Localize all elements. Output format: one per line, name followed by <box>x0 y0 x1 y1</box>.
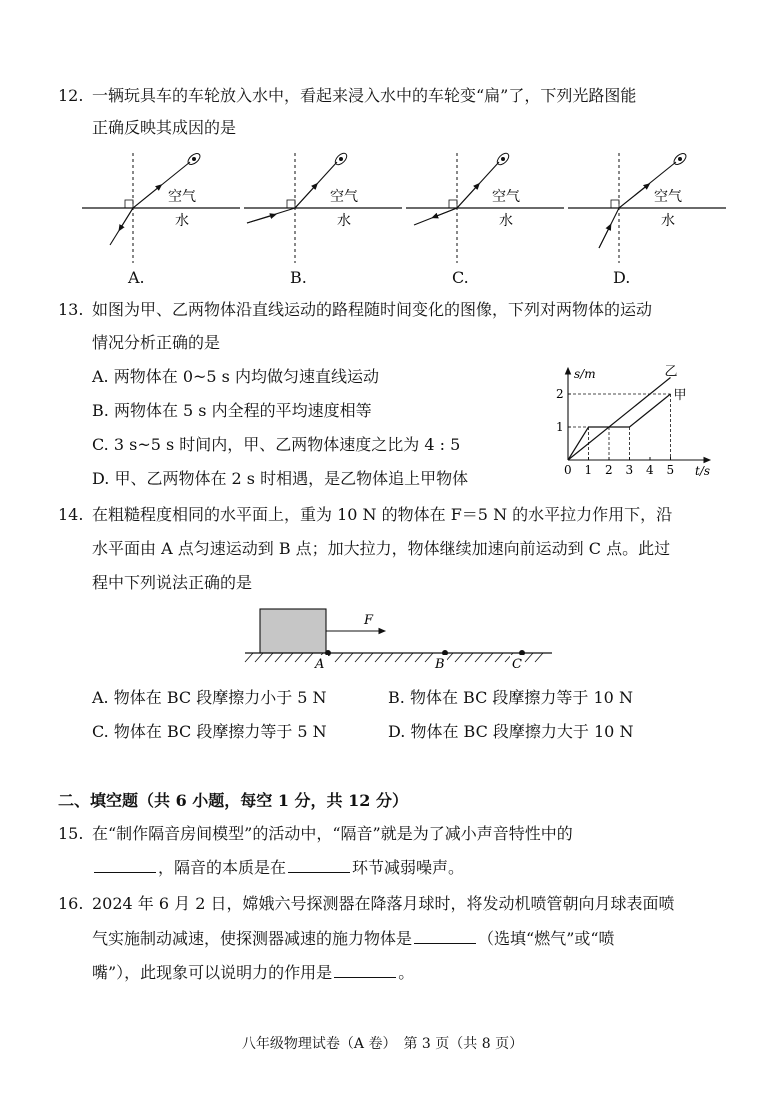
label-c: C <box>512 657 522 672</box>
q14-stem-line1: 在粗糙程度相同的水平面上，重为 10 N 的物体在 F＝5 N 的水平拉力作用下，沿 <box>92 505 673 524</box>
q13-option-d: D. 甲、乙两物体在 2 s 时相遇，是乙物体追上甲物体 <box>92 469 469 488</box>
q15-blank-2[interactable] <box>288 858 350 873</box>
q13-number: 13. <box>58 300 84 319</box>
q12-option-b: B. <box>290 268 307 287</box>
label-air: 空气 <box>492 189 520 205</box>
q14-diagram <box>240 605 560 675</box>
x-tick-label: 2 <box>605 463 613 477</box>
y-tick-label: 2 <box>556 387 564 401</box>
q14-number: 14. <box>58 505 84 524</box>
diagram-a <box>82 151 240 263</box>
label-a: A <box>315 657 325 672</box>
q16-line3: 嘴”），此现象可以说明力的作用是 。 <box>92 963 415 982</box>
q12-option-d: D. <box>613 268 631 287</box>
q13-stem-line1: 如图为甲、乙两物体沿直线运动的路程随时间变化的图像，下列对两物体的运动 <box>92 300 653 319</box>
label-air: 空气 <box>654 189 682 205</box>
q15-number: 15. <box>58 824 84 843</box>
label-water: 水 <box>499 213 513 229</box>
y-axis-label: s/m <box>574 367 596 381</box>
series-label: 乙 <box>664 364 678 380</box>
q12-option-a: A. <box>128 268 145 287</box>
q13-option-c: C. 3 s~5 s 时间内，甲、乙两物体速度之比为 4 : 5 <box>92 435 461 454</box>
q13-stem-line2: 情况分析正确的是 <box>92 333 221 352</box>
force-label: F <box>364 613 374 628</box>
q14-stem-line2: 水平面由 A 点匀速运动到 B 点；加大拉力，物体继续加速向前运动到 C 点。此过 <box>92 539 671 558</box>
q13-option-a: A. 两物体在 0~5 s 内均做匀速直线运动 <box>92 367 379 386</box>
q14-stem-line3: 程中下列说法正确的是 <box>92 573 253 592</box>
page-footer: 八年级物理试卷（A 卷） 第 3 页（共 8 页） <box>241 1036 524 1052</box>
q12-stem-line1: 一辆玩具车的车轮放入水中，看起来浸入水中的车轮变“扁”了，下列光路图能 <box>92 86 637 105</box>
q12-number: 12. <box>58 86 84 105</box>
q12-stem-line2: 正确反映其成因的是 <box>92 118 237 137</box>
s-t-chart <box>540 360 720 485</box>
x-tick-label: 5 <box>666 463 675 477</box>
x-tick-label: 4 <box>646 463 654 477</box>
x-tick-label: 3 <box>625 463 634 477</box>
q16-line1: 2024 年 6 月 2 日，嫦娥六号探测器在降落月球时，将发动机喷管朝向月球表面喷 <box>92 894 675 913</box>
diagram-d <box>568 151 726 263</box>
label-water: 水 <box>175 213 189 229</box>
diagram-c <box>406 151 564 263</box>
q14-option-c: C. 物体在 BC 段摩擦力等于 5 N <box>92 722 327 741</box>
eye-icon <box>333 151 349 167</box>
label-water: 水 <box>661 213 675 229</box>
x-axis-label: t/s <box>695 464 711 478</box>
ground-hatch <box>245 653 543 662</box>
q16-number: 16. <box>58 894 84 913</box>
q15-line1: 在“制作隔音房间模型”的活动中，“隔音”就是为了减小声音特性中的 <box>92 824 573 843</box>
q13-option-b: B. 两物体在 5 s 内全程的平均速度相等 <box>92 401 372 420</box>
diagram-b <box>244 151 402 263</box>
q16-line2: 气实施制动减速，使探测器减速的施力物体是 （选填“燃气”或“喷 <box>92 929 615 948</box>
x-tick-label: 0 <box>564 463 572 477</box>
q14-option-a: A. 物体在 BC 段摩擦力小于 5 N <box>92 688 327 707</box>
label-air: 空气 <box>330 189 358 205</box>
label-water: 水 <box>337 213 351 229</box>
y-tick-label: 1 <box>556 420 564 434</box>
eye-icon <box>495 151 511 167</box>
q14-option-d: D. 物体在 BC 段摩擦力大于 10 N <box>388 722 634 741</box>
q14-option-b: B. 物体在 BC 段摩擦力等于 10 N <box>388 688 633 707</box>
series-line-yi <box>568 378 671 461</box>
q16-blank-1[interactable] <box>414 929 476 944</box>
x-tick-label: 1 <box>584 463 593 477</box>
q16-blank-2[interactable] <box>334 963 396 978</box>
q12-diagrams <box>80 148 730 268</box>
q12-option-c: C. <box>452 268 469 287</box>
q15-blank-1[interactable] <box>94 858 156 873</box>
series-label: 甲 <box>673 388 687 403</box>
q15-line2: ，隔音的本质是在 环节减弱噪声。 <box>92 858 464 878</box>
block <box>260 609 326 653</box>
eye-icon <box>186 151 202 166</box>
label-air: 空气 <box>168 189 196 205</box>
eye-icon <box>672 151 688 166</box>
section-2-title: 二、填空题（共 6 小题，每空 1 分，共 12 分） <box>58 791 408 810</box>
label-b: B <box>435 657 445 672</box>
